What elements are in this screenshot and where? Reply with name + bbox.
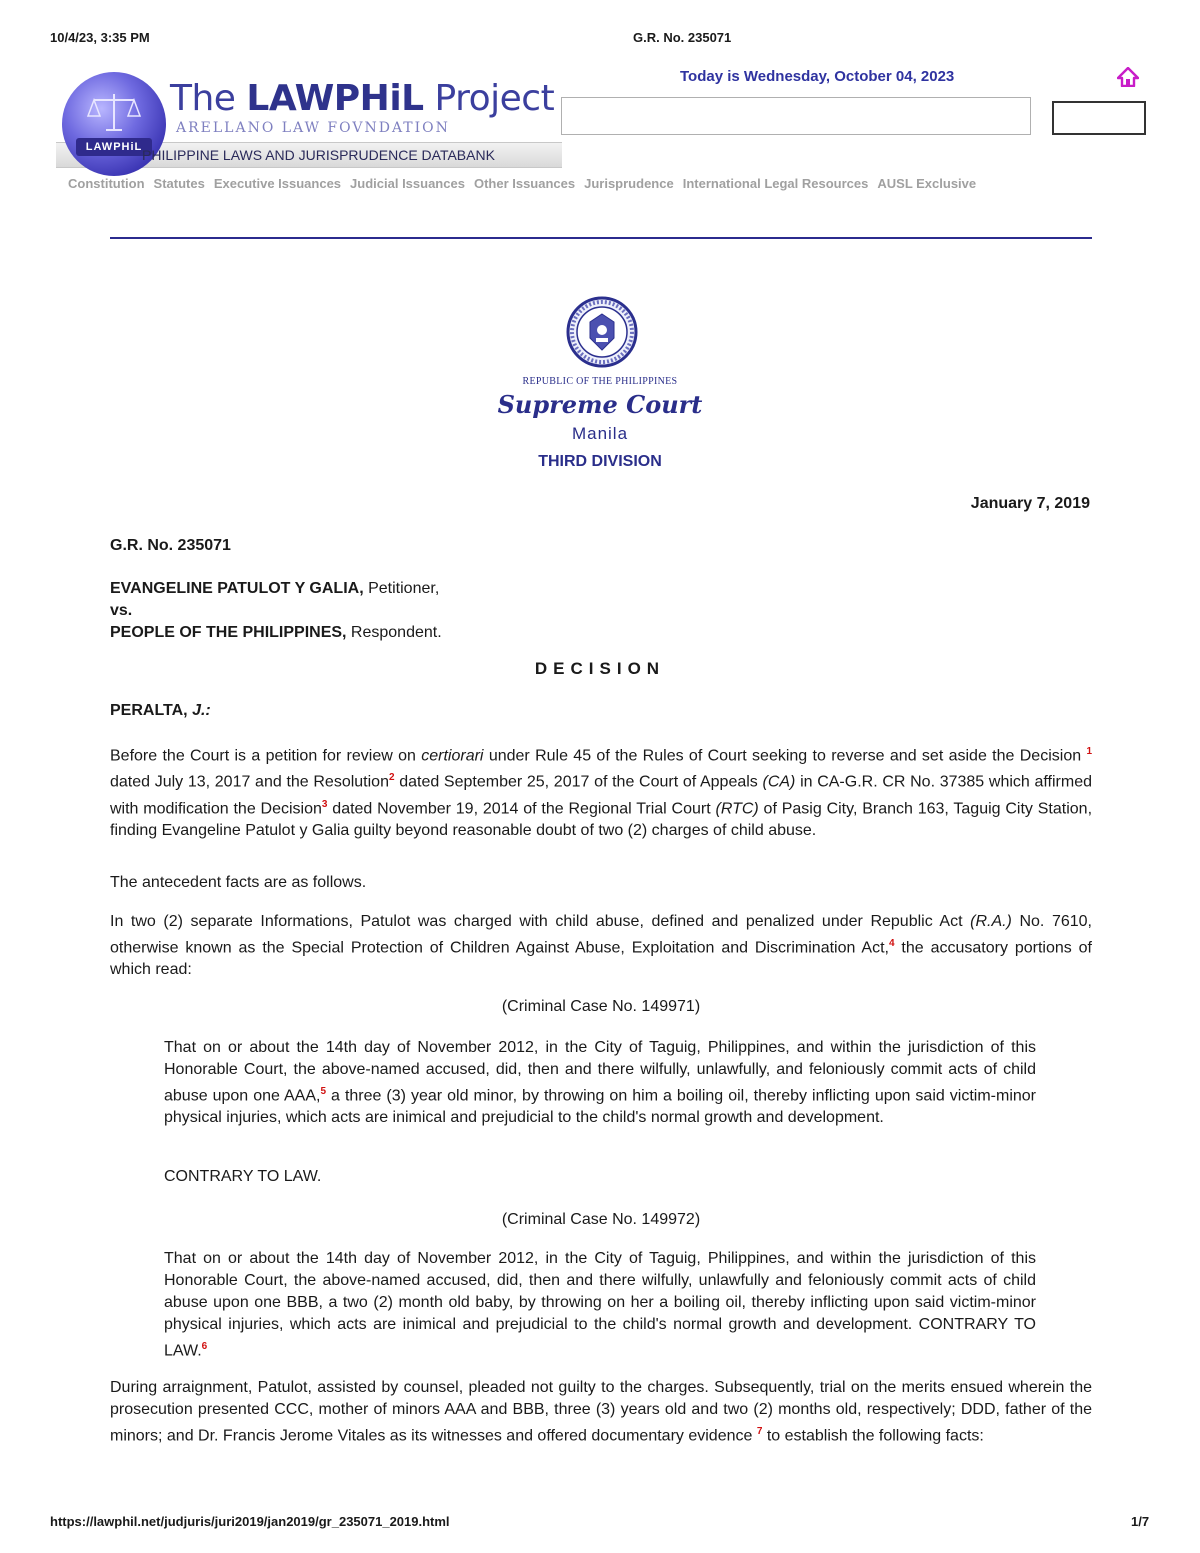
petitioner-line: EVANGELINE PATULOT Y GALIA, Petitioner, <box>110 580 440 597</box>
nav-statutes[interactable]: Statutes <box>153 176 205 191</box>
lawphil-logo[interactable] <box>56 52 562 166</box>
nav-other-issuances[interactable]: Other Issuances <box>473 176 576 191</box>
court-heading: Supreme Court <box>497 390 703 419</box>
decision-title: DECISION <box>534 659 666 678</box>
versus: vs. <box>110 602 133 619</box>
footnote-ref-5[interactable]: 5 <box>320 1086 327 1097</box>
case-2-heading: (Criminal Case No. 149972) <box>501 1211 701 1228</box>
top-nav <box>68 176 985 191</box>
footnote-ref-7[interactable]: 7 <box>756 1426 763 1437</box>
globe-tag: LAWPHiL <box>76 138 152 156</box>
paragraph-1: Before the Court is a petition for review on certiorari under Rule 45 of the Rules of Court seeking to reverse and set aside the Decision $^1$ dated July 13, 2017 and the Resolution$^2$ dated September 25, 2017 of the Court of Appeals (CA) in CA-G.R. CR No. 37385 which affirmed with modification the Decision$^3$ dated November 19, 2014 of the Regional Trial Court (RTC) of Pasig City, Branch 163, Taguig City Station, finding Evangeline Patulot y Galia guilty beyond reasonable doubt of two (2) charges of child abuse. <box>110 746 1093 839</box>
ponente: PERALTA, J.: <box>110 702 211 719</box>
header-divider <box>110 237 1092 239</box>
footnote-ref-4[interactable]: 4 <box>888 938 895 949</box>
supreme-court-seal-icon <box>566 296 638 368</box>
today-date: Today is Wednesday, October 04, 2023 <box>680 68 955 85</box>
print-url: https://lawphil.net/judjuris/juri2019/jan2019/gr_235071_2019.html <box>50 1514 450 1529</box>
case-parties <box>110 578 1092 644</box>
nav-ausl-exclusive[interactable]: AUSL Exclusive <box>877 176 977 191</box>
case-1-heading: (Criminal Case No. 149971) <box>501 998 701 1015</box>
nav-international-legal-resources[interactable]: International Legal Resources <box>682 176 869 191</box>
gr-number: G.R. No. 235071 <box>110 537 231 554</box>
respondent-line: PEOPLE OF THE PHILIPPINES, Respondent. <box>110 624 442 641</box>
print-page-number: 1/7 <box>1131 1514 1150 1529</box>
footnote-ref-1[interactable]: 1 <box>1086 746 1093 757</box>
scales-of-justice-icon <box>86 90 142 134</box>
search-button[interactable] <box>1052 101 1146 135</box>
division-heading: THIRD DIVISION <box>538 453 662 470</box>
logo-title: The LAWPHiL Project <box>170 78 555 119</box>
print-title: G.R. No. 235071 <box>633 30 732 45</box>
city-heading: Manila <box>571 424 629 443</box>
case-1-text: That on or about the 14th day of November 2012, in the City of Taguig, Philippines, and within the jurisdiction of this Honorable Court, the above-named accused, did, then and there wilfully, unlawfully, and feloniously commit acts of child abuse upon one AAA,$^5$ a three (3) year old minor, by throwing on him a boiling oil, thereby inflicting upon said victim-minor physical injuries, which acts are inimical and prejudicial to the child's normal growth and development. <box>164 1039 1037 1127</box>
search-input[interactable] <box>561 97 1031 135</box>
logo-databank: PHILIPPINE LAWS AND JURISPRUDENCE DATABANK <box>142 147 495 163</box>
footnote-ref-2[interactable]: 2 <box>388 772 395 784</box>
case-1-contrary: CONTRARY TO LAW. <box>164 1168 322 1185</box>
nav-jurisprudence[interactable]: Jurisprudence <box>584 176 674 191</box>
republic-heading: REPUBLIC OF THE PHILIPPINES <box>522 376 678 387</box>
nav-constitution[interactable]: Constitution <box>68 176 145 191</box>
paragraph-2: The antecedent facts are as follows. <box>110 874 367 891</box>
decision-date: January 7, 2019 <box>970 495 1090 512</box>
nav-executive-issuances[interactable]: Executive Issuances <box>213 176 342 191</box>
footnote-ref-6[interactable]: 6 <box>201 1341 208 1352</box>
home-icon[interactable] <box>1117 67 1139 87</box>
paragraph-3: In two (2) separate Informations, Patulot was charged with child abuse, defined and penalized under Republic Act (R.A.) No. 7610, otherwise known as the Special Protection of Children Against Abuse, Exploitation and Discrimination Act,$^4$ the accusatory portions of which read: <box>110 913 1093 979</box>
case-2-text: That on or about the 14th day of November 2012, in the City of Taguig, Philippines, and within the jurisdiction of this Honorable Court, the above-named accused, did, then and there wilfully, unlawfully and feloniously commit acts of child abuse upon one BBB, a two (2) month old baby, by throwing on her a boiling oil, thereby inflicting upon said victim-minor physical injuries, which acts are inimical and prejudicial to the child's normal growth and development. CONTRARY TO LAW.$^6$ <box>164 1250 1036 1360</box>
paragraph-4: During arraignment, Patulot, assisted by counsel, pleaded not guilty to the charges. Subsequently, trial on the merits ensued wherein the prosecution presented CCC, mother of minors AAA and BBB, three (3) years old and two (2) months old, respectively; DDD, father of the minors; and Dr. Francis Jerome Vitales as its witnesses and offered documentary evidence $^7$ to establish the following facts: <box>110 1379 1092 1445</box>
print-timestamp: 10/4/23, 3:35 PM <box>50 30 150 45</box>
footnote-ref-3[interactable]: 3 <box>321 798 328 810</box>
logo-subtitle: ARELLANO LAW FOVNDATION <box>176 120 450 136</box>
nav-judicial-issuances[interactable]: Judicial Issuances <box>350 176 465 191</box>
